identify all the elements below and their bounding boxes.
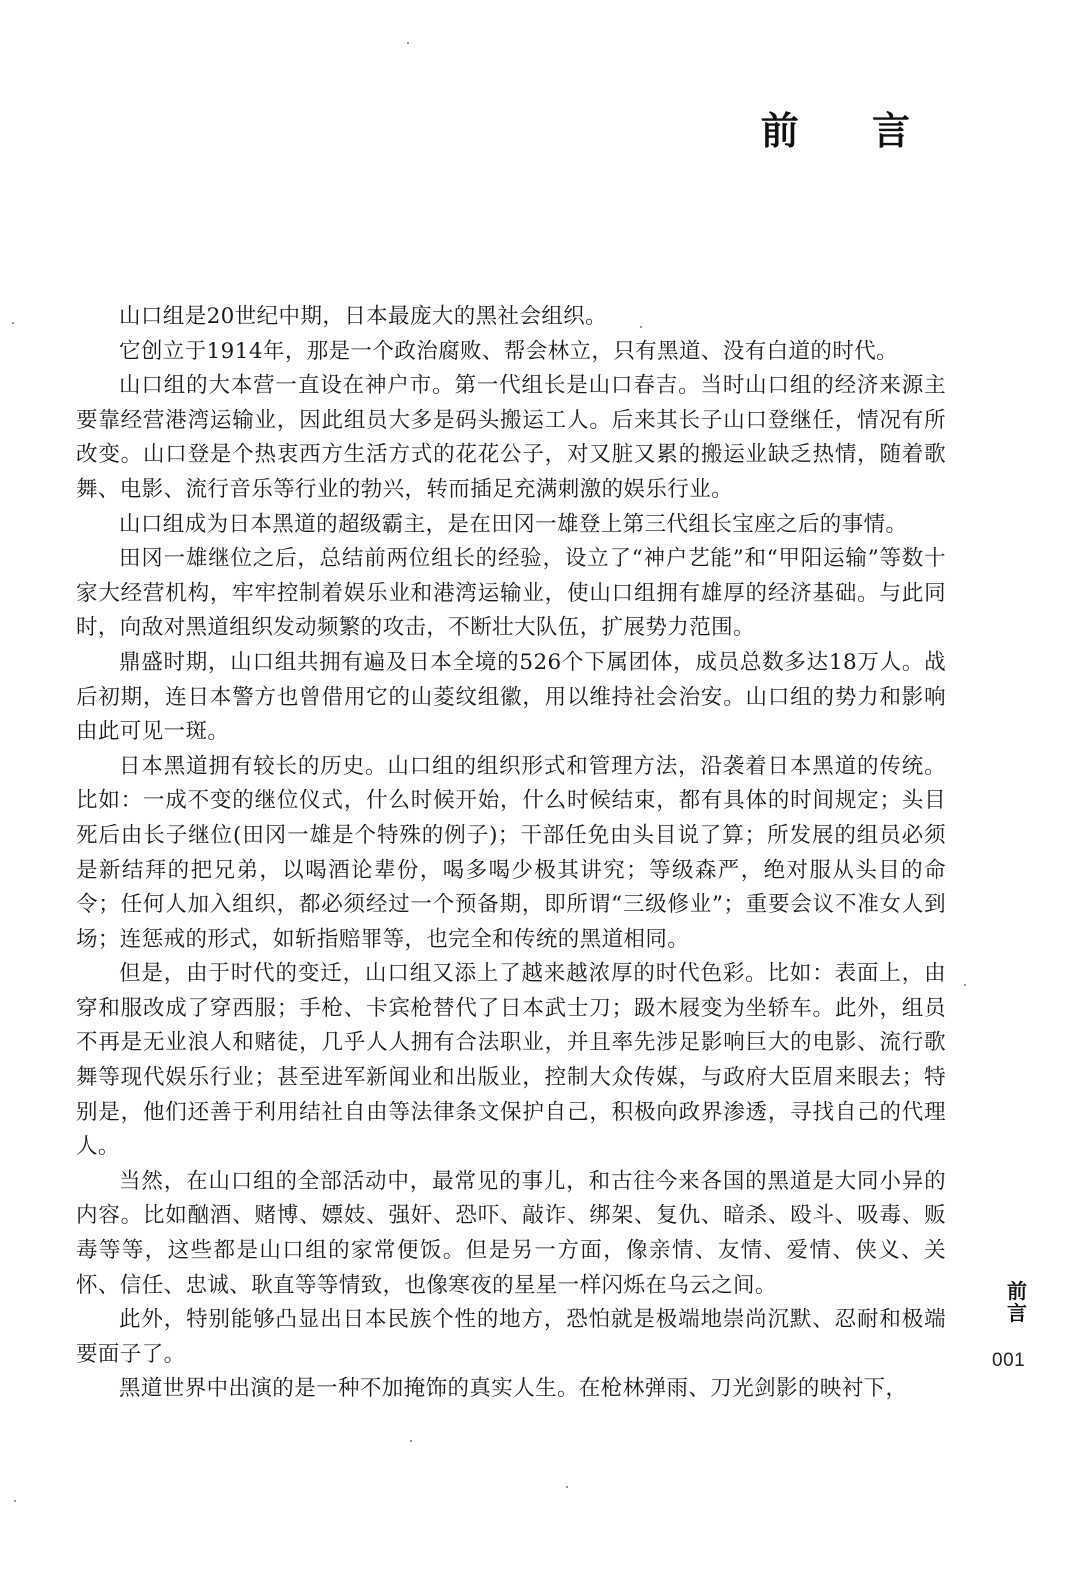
paragraph: 黑道世界中出演的是一种不加掩饰的真实人生。在枪林弹雨、刀光剑影的映衬下，	[119, 1376, 908, 1402]
scan-speck	[964, 984, 966, 986]
paragraph: 当然，在山口组的全部活动中，最常见的事儿，和古往今来各国的黑道是大同小异的内容。比如酗酒、赌博、嫖妓、强奸、恐吓、敲诈、绑架、复仇、暗杀、殴斗、吸毒、贩毒等等，这些都是山口组的家常便饭。但是另一方面，像亲情、友情、爱情、侠义、关怀、信任、忠诚、耿直等等情致，也像寒夜的星星一样闪烁在乌云之间。	[76, 1168, 946, 1298]
page-number: 001	[992, 1350, 1026, 1371]
paragraph: 山口组的大本营一直设在神户市。第一代组长是山口春吉。当时山口组的经济来源主要靠经营港湾运输业，因此组员大多是码头搬运工人。后来其长子山口登继任，情况有所改变。山口登是个热衷西方生活方式的花花公子，对又脏又累的搬运业缺乏热情，随着歌舞、电影、流行音乐等行业的勃兴，转而插足充满刺激的娱乐行业。	[76, 373, 946, 502]
scan-speck	[640, 326, 642, 328]
scan-speck	[410, 1440, 412, 1442]
paragraph: 山口组是20世纪中期，日本最庞大的黑社会组织。	[119, 304, 608, 329]
page-title: 前 言	[760, 109, 940, 153]
side-chapter-tab	[1004, 1280, 1030, 1324]
scan-speck	[566, 1486, 568, 1488]
scan-speck	[14, 1500, 16, 1502]
paragraph: 但是，由于时代的变迁，山口组又添上了越来越浓厚的时代色彩。比如：表面上，由穿和服改成了穿西服；手枪、卡宾枪替代了日本武士刀；趿木屐变为坐轿车。此外，组员不再是无业浪人和赌徒，几乎人人拥有合法职业，并且率先涉足影响巨大的电影、流行歌舞等现代娱乐行业；甚至进军新闻业和出版业，控制大众传媒，与政府大臣眉来眼去；特别是，他们还善于利用结社自由等法律条文保护自己，积极向政界渗透，寻找自己的代理人。	[76, 961, 946, 1160]
paragraph: 日本黑道拥有较长的历史。山口组的组织形式和管理方法，沿袭着日本黑道的传统。比如：一成不变的继位仪式，什么时候开始，什么时候结束，都有具体的时间规定；头目死后由长子继位(田冈一雄是个特殊的例子)；干部任免由头目说了算；所发展的组员必须是新结拜的把兄弟，以喝酒论辈份，喝多喝少极其讲究；等级森严，绝对服从头目的命令；任何人加入组织，都必须经过一个预备期，即所谓“三级修业”；重要会议不准女人到场；连惩戒的形式，如斩指赔罪等，也完全和传统的黑道相同。	[76, 753, 946, 952]
side-tab-char: 言	[1007, 1301, 1027, 1325]
side-tab-char: 前	[1007, 1279, 1027, 1303]
paragraph: 山口组成为日本黑道的超级霸主，是在田冈一雄登上第三代组长宝座之后的事情。	[119, 511, 908, 537]
paragraph: 此外，特别能够凸显出日本民族个性的地方，恐怕就是极端地崇尚沉默、忍耐和极端要面子了。	[76, 1307, 946, 1367]
paragraph: 田冈一雄继位之后，总结前两位组长的经验，设立了“神户艺能”和“甲阳运输”等数十家大经营机构，牢牢控制着娱乐业和港湾运输业，使山口组拥有雄厚的经济基础。与此同时，向敌对黑道组织发动频繁的攻击，不断壮大队伍，扩展势力范围。	[76, 546, 946, 641]
paragraph: 它创立于1914年，那是一个政治腐败、帮会林立，只有黑道、没有白道的时代。	[119, 338, 899, 364]
paragraph: 鼎盛时期，山口组共拥有遍及日本全境的526个下属团体，成员总数多达18万人。战后初期，连日本警方也曾借用它的山菱纹组徽，用以维持社会治安。山口组的势力和影响由此可见一斑。	[76, 649, 946, 745]
scan-speck	[12, 322, 14, 324]
body-text	[76, 300, 946, 1407]
scan-speck	[407, 42, 409, 44]
